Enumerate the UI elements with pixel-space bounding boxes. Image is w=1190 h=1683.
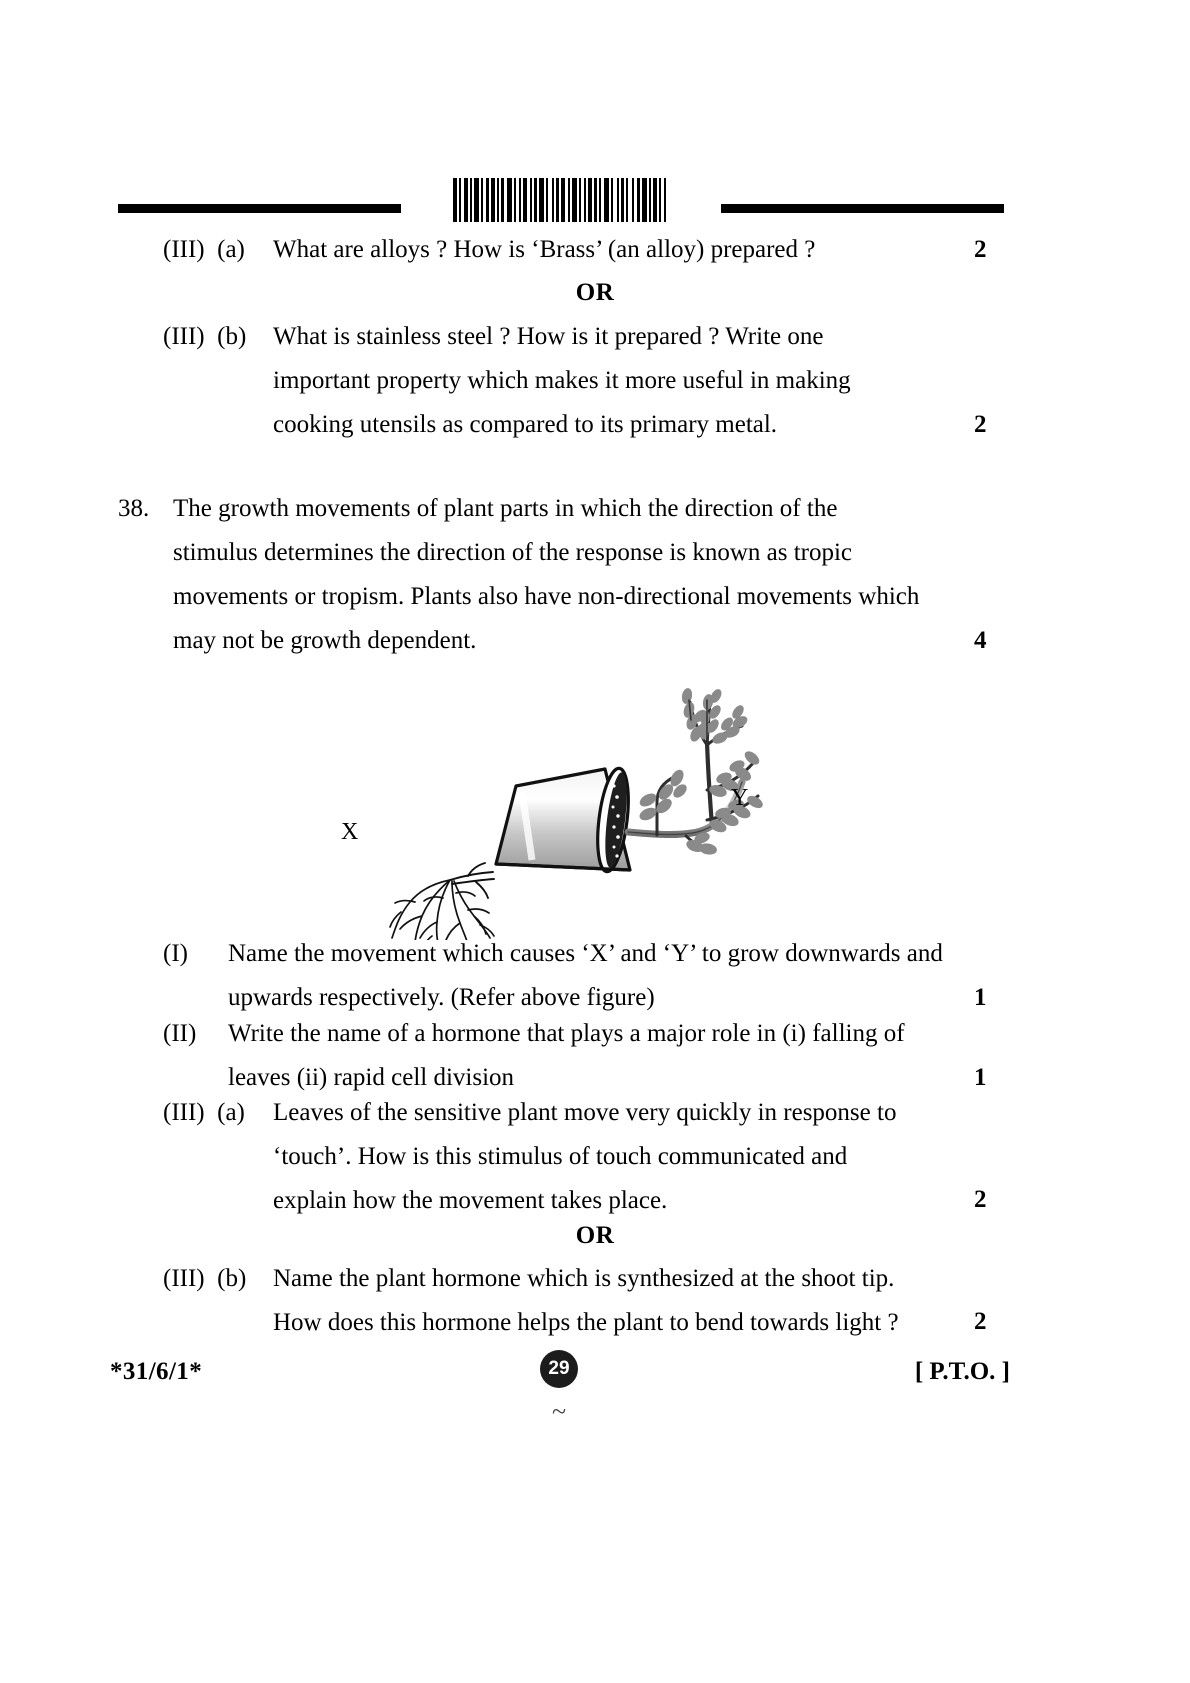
marks-value: 1: [974, 1064, 987, 1091]
marks-value: 1: [974, 984, 987, 1011]
plant-diagram-svg: [300, 650, 770, 940]
question-37-iii-b: [163, 315, 949, 447]
question-text: Write the name of a hormone that plays a major role in (i) falling of leaves (ii) rapid cell division: [228, 1020, 905, 1091]
question-text: What are alloys ? How is ‘Brass’ (an alloy) prepared ?: [273, 236, 816, 263]
question-text: Name the plant hormone which is synthesized at the shoot tip. How does this hormone helps the plant to bend towards light ?: [273, 1265, 899, 1336]
pto-label: [ P.T.O. ]: [914, 1358, 1010, 1385]
question-37-iii-a: [163, 228, 963, 272]
marks-value: 2: [974, 411, 987, 438]
question-marker: (II): [163, 1020, 197, 1047]
page-number-badge: 29: [540, 1350, 578, 1388]
header-rule-right: [721, 204, 1004, 213]
or-separator-1: OR: [575, 279, 615, 306]
question-marker: (III) (b): [163, 323, 247, 350]
paper-code: *31/6/1*: [110, 1358, 203, 1385]
question-text: What is stainless steel ? How is it prepared ? Write one important property which makes it more useful in making cooking utensils as compared to its primary metal.: [273, 323, 851, 438]
header-rule-left: [118, 204, 401, 213]
marks-value: 2: [974, 236, 987, 263]
page-header-band: [118, 176, 1004, 222]
figure-label-x: X: [341, 819, 359, 845]
root-system: [390, 880, 494, 940]
plant-tropism-figure: [300, 650, 770, 940]
question-marker: (III) (a): [163, 236, 245, 263]
question-marker: (III) (a): [163, 1099, 245, 1126]
question-38-stem: [118, 487, 949, 663]
question-38-iii-a: [163, 1091, 949, 1223]
question-marker: (I): [163, 940, 188, 967]
page-footer: [110, 1352, 1010, 1426]
question-text: Name the movement which causes ‘X’ and ‘Y’ to grow downwards and upwards respectively. (Refer above figure): [228, 940, 943, 1011]
question-38-i: [163, 932, 953, 1020]
question-text: Leaves of the sensitive plant move very quickly in response to ‘touch’. How is this stimulus of touch communicated and explain how the movement takes place.: [273, 1099, 897, 1214]
marks-value: 4: [974, 627, 987, 654]
figure-label-y: Y: [731, 785, 749, 811]
question-number: 38.: [118, 495, 150, 522]
marks-value: 2: [974, 1186, 987, 1213]
barcode: [453, 178, 670, 222]
or-separator-2: OR: [575, 1222, 615, 1249]
footer-tilde: ~: [551, 1397, 567, 1426]
question-text: The growth movements of plant parts in which the direction of the stimulus determines the direction of the response is known as tropic movements or tropism. Plants also have non-directional movements which may not be growth dependent.: [173, 495, 920, 654]
question-marker: (III) (b): [163, 1265, 247, 1292]
question-38-ii: [163, 1012, 953, 1100]
marks-value: 2: [974, 1308, 987, 1335]
question-38-iii-b: [163, 1257, 953, 1345]
flower-pot: [496, 767, 633, 874]
